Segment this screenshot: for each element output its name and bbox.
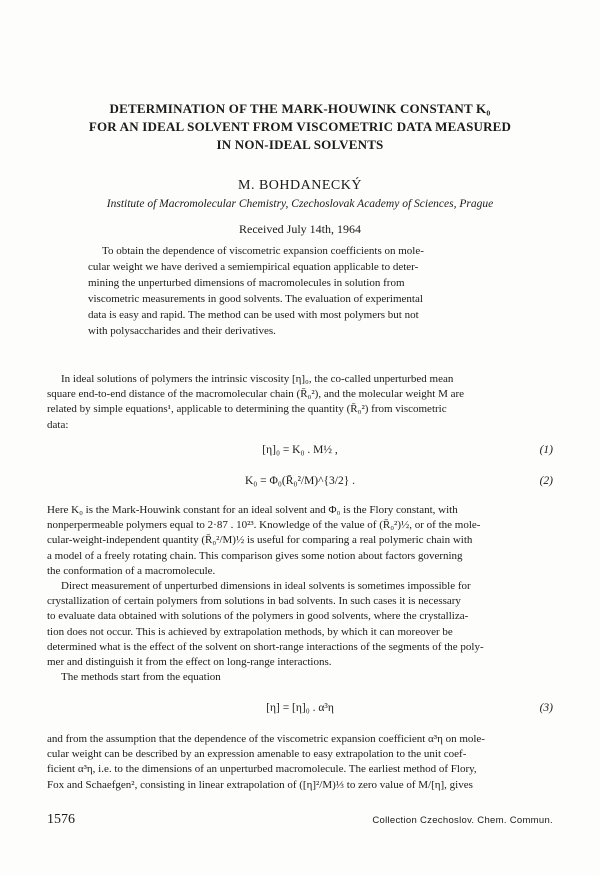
body-line: The methods start from the equation — [61, 671, 221, 683]
abstract-line: To obtain the dependence of viscometric expansion coefficients on mole- — [102, 245, 424, 257]
equation-number: (1) — [539, 444, 553, 456]
equation-formula: [η]₀ = K₀ . M½ , — [262, 444, 338, 456]
equation-3 — [47, 702, 553, 720]
abstract-line: data is easy and rapid. The method can be used with most polymers but not — [88, 309, 419, 321]
page-footer — [47, 812, 553, 830]
body-line: tion does not occur. This is achieved by extrapolation methods, by which it can moreover be — [47, 625, 453, 638]
title-line-1: DETERMINATION OF THE MARK-HOUWINK CONSTANT K₀ — [109, 101, 491, 116]
abstract — [88, 243, 522, 339]
body-line: Here K₀ is the Mark-Houwink constant for an ideal solvent and Φ₀ is the Flory constant, with — [47, 504, 458, 516]
received-date: Received July 14th, 1964 — [239, 222, 361, 236]
body-line: nonperpermeable polymers equal to 2·87 . 10²³. Knowledge of the value of (R̄₀²)½, or of the mole- — [47, 519, 481, 532]
body-line: ficient α³η, i.e. to the dimensions of an unperturbed macromolecule. The earliest method of Flory, — [47, 763, 477, 776]
body-line: cular-weight-independent quantity (R̄₀²/M)½ is useful for comparing a real polymeric chain with — [47, 534, 473, 547]
journal-name: Collection Czechoslov. Chem. Commun. — [372, 815, 553, 826]
paragraph-direct-measurement — [47, 579, 553, 670]
body-line: the conformation of a macromolecule. — [47, 564, 216, 577]
abstract-line: viscometric measurements in good solvents. The evaluation of experimental — [88, 293, 423, 305]
body-line: to evaluate data obtained with solutions of the polymers in good solvents, where the crystalliza- — [47, 610, 469, 623]
paper-title — [40, 100, 560, 154]
equation-2 — [47, 475, 553, 493]
equation-number: (2) — [539, 475, 553, 487]
body-line: determined what is the effect of the solvent on short-range interactions of the segments of the poly- — [47, 640, 484, 653]
body-line: Direct measurement of unperturbed dimensions in ideal solvents is sometimes impossible for — [61, 580, 471, 592]
paragraph-assumption — [47, 732, 553, 793]
author-name: M. BOHDANECKÝ — [238, 178, 362, 193]
abstract-line: cular weight we have derived a semiempirical equation applicable to deter- — [88, 261, 419, 273]
body-line: related by simple equations¹, applicable to determining the quantity (R̄₀²) from viscometric — [47, 403, 447, 416]
equation-formula: K₀ = Φ₀(R̄₀²/M)^{3/2} . — [244, 475, 356, 487]
body-line: mer and distinguish it from the effect on long-range interactions. — [47, 656, 332, 669]
paragraph-intro — [47, 372, 553, 433]
page-number: 1576 — [47, 812, 75, 827]
body-line: crystallization of certain polymers from solutions in bad solvents. In such cases it is necessary — [47, 595, 461, 608]
abstract-line: mining the unperturbed dimensions of macromolecules in solution from — [88, 277, 405, 289]
title-line-3: IN NON-IDEAL SOLVENTS — [216, 137, 384, 152]
title-line-2: FOR AN IDEAL SOLVENT FROM VISCOMETRIC DATA MEASURED — [88, 119, 512, 134]
equation-number: (3) — [539, 702, 553, 714]
body-line: Fox and Schaefgen², consisting in linear extrapolation of ([η]²/M)⅓ to zero value of M/[η], gives — [47, 778, 473, 791]
body-line: a model of a freely rotating chain. This comparison gives some notion about factors governing — [47, 549, 463, 562]
body-line: and from the assumption that the dependence of the viscometric expansion coefficient α³η on mole- — [47, 733, 485, 745]
body-line: In ideal solutions of polymers the intrinsic viscosity [η]₀, the co-called unperturbed mean — [61, 373, 454, 385]
paragraph-definitions — [47, 503, 553, 579]
body-line: cular weight can be described by an expression amenable to easy extrapolation to the unit coef- — [47, 748, 467, 761]
author-affiliation: Institute of Macromolecular Chemistry, Czechoslovak Academy of Sciences, Prague — [106, 198, 494, 210]
body-line: square end-to-end distance of the macromolecular chain (R̄₀²), and the molecular weight M are — [47, 388, 465, 401]
paragraph-methods — [47, 670, 553, 685]
body-line: data: — [47, 418, 69, 431]
equation-1 — [47, 444, 553, 462]
abstract-line: with polysaccharides and their derivatives. — [88, 325, 276, 337]
equation-formula: [η] = [η]₀ . α³η — [266, 702, 334, 714]
